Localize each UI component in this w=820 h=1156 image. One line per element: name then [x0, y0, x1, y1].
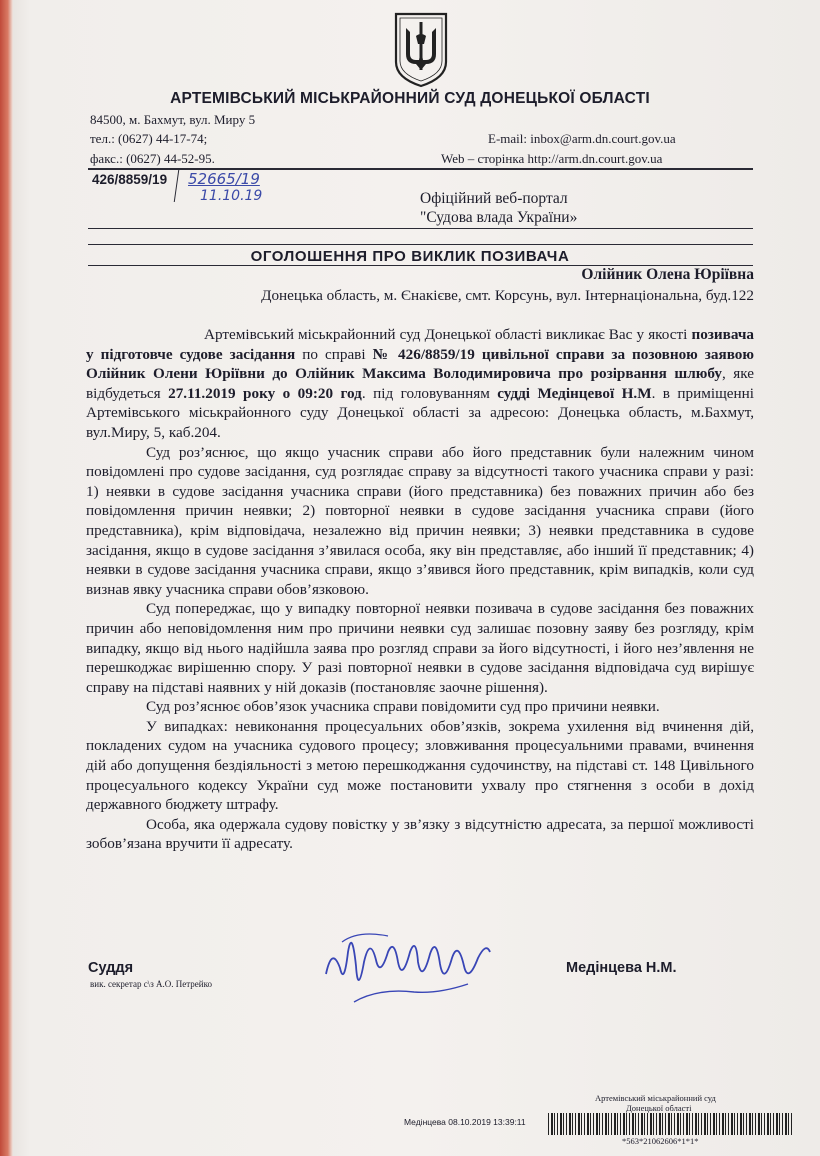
case-ref-number: 426/8859/19: [92, 172, 168, 187]
court-fax: факс.: (0627) 44-52-95.: [90, 151, 215, 166]
addressee-name: Олійник Олена Юріївна: [581, 266, 754, 283]
recipient-line-2: "Судова влада України»: [420, 209, 578, 226]
judge-signature: [318, 922, 498, 1014]
announcement-title: ОГОЛОШЕННЯ ПРО ВИКЛИК ПОЗИВАЧА: [250, 248, 570, 265]
announcement-body: [86, 325, 754, 854]
handwritten-incoming-number: 52665/19: [188, 170, 260, 188]
handwritten-incoming-date: 11.10.19: [200, 188, 263, 204]
court-address: 84500, м. Бахмут, вул. Миру 5: [90, 112, 256, 127]
court-email: E-mail: inbox@arm.dn.court.gov.ua: [488, 131, 676, 146]
paragraph-fine: У випадках: невиконання процесуальних обов’язків, зокрема ухилення від вчинення дій, покладених судом на учасника судового процесу; зловживання процесуальними правами, вчинення дій або допущення бездіяльності з метою перешкоджання судочинству, на підставі ст. 148 Цивільного процесуального кодексу України суд може постановити ухвалу про стягнення з особи в дохід державного бюджету штрафу.: [86, 717, 754, 814]
page-edge-stain: [0, 0, 13, 1156]
court-website: Web – сторінка http://arm.dn.court.gov.ua: [441, 151, 663, 166]
stamp-line-2: Донецької області: [626, 1103, 692, 1113]
paragraph-absence-rules: Суд роз’яснює, що якщо учасник справи або його представник були належним чином повідомлені про судове засідання, суд розглядає справу за відсутності такого учасника справи у разі: 1) неявки в судове засідання учасника справи (його представника) без поважних причин або без повідомлення причин неявки; 2) повторної неявки в судове засідання учасника справи (його представника), крім відповідача, незалежно від причин неявки; 3) неявки представника в судове засідання, якщо в судове засідання з’явилася особа, яку він представляє, або інший її представник; 4) неявки в судове засідання учасника справи, якщо з’явився його представник, крім випадків, коли суд визнав явку учасника справи обов’язковою.: [86, 443, 754, 598]
recipient-line-1: Офіційний веб-портал: [420, 190, 568, 207]
paragraph-warning: Суд попереджає, що у випадку повторної неявки позивача в судове засідання без поважних причин або неповідомлення ним про причини неявки суд залишає позовну заяву без розгляду, крім випадку, якщо від нього надійшла заява про розгляд справи за його відсутності, і його нез’явлення не перешкоджає вирішенню спору. У разі повторної неявки в судове засідання відповідача суд вирішує справу на підставі наявних у ній доказів (постановляє заочне рішення).: [86, 600, 754, 696]
title-rule-top: [88, 244, 753, 245]
judge-name: Медінцева Н.М.: [566, 960, 677, 976]
paragraph-delivery: Особа, яка одержала судову повістку у зв’язку з відсутністю адресата, за першої можливості зобов’язана вручити її адресату.: [86, 815, 754, 853]
coat-of-arms-icon: [392, 10, 450, 88]
barcode-text: *563*21062606*1*1*: [622, 1136, 699, 1146]
addressee-address: Донецька область, м. Єнакієве, смт. Корсунь, вул. Інтернаціональна, буд.122: [261, 287, 754, 304]
paragraph-summons: Артемівський міськрайонний суд Донецької області викликає Вас у якості позивача у підготовче судове засідання по справі № 426/8859/19 цивільної справи за позовною заявою Олійник Олени Юріївни до Олійник Максима Володимировича про розірвання шлюбу, яке відбудеться 27.11.2019 року о 09:20 год. під головуванням судді Медінцевої Н.М. в приміщенні Артемівського міськрайонного суду Донецької області за адресою: Донецька область, м.Бахмут, вул.Миру, 5, каб.204.: [86, 326, 754, 441]
paragraph-duty-notify: Суд роз’яснює обов’язок учасника справи повідомити суд про причини неявки.: [146, 698, 660, 716]
secretary-note: вик. секретар с\з А.О. Петрейко: [90, 979, 213, 989]
signature-role: Суддя: [88, 960, 134, 976]
registration-stamp: Медінцева 08.10.2019 13:39:11: [404, 1117, 526, 1127]
court-name: АРТЕМІВСЬКИЙ МІСЬКРАЙОННИЙ СУД ДОНЕЦЬКОЇ ОБЛАСТІ: [170, 90, 650, 107]
court-phone: тел.: (0627) 44-17-74;: [90, 131, 208, 146]
document-barcode: [548, 1113, 792, 1135]
recipient-divider: [88, 228, 753, 229]
stamp-line-1: Артемівський міськрайонний суд: [595, 1093, 716, 1103]
